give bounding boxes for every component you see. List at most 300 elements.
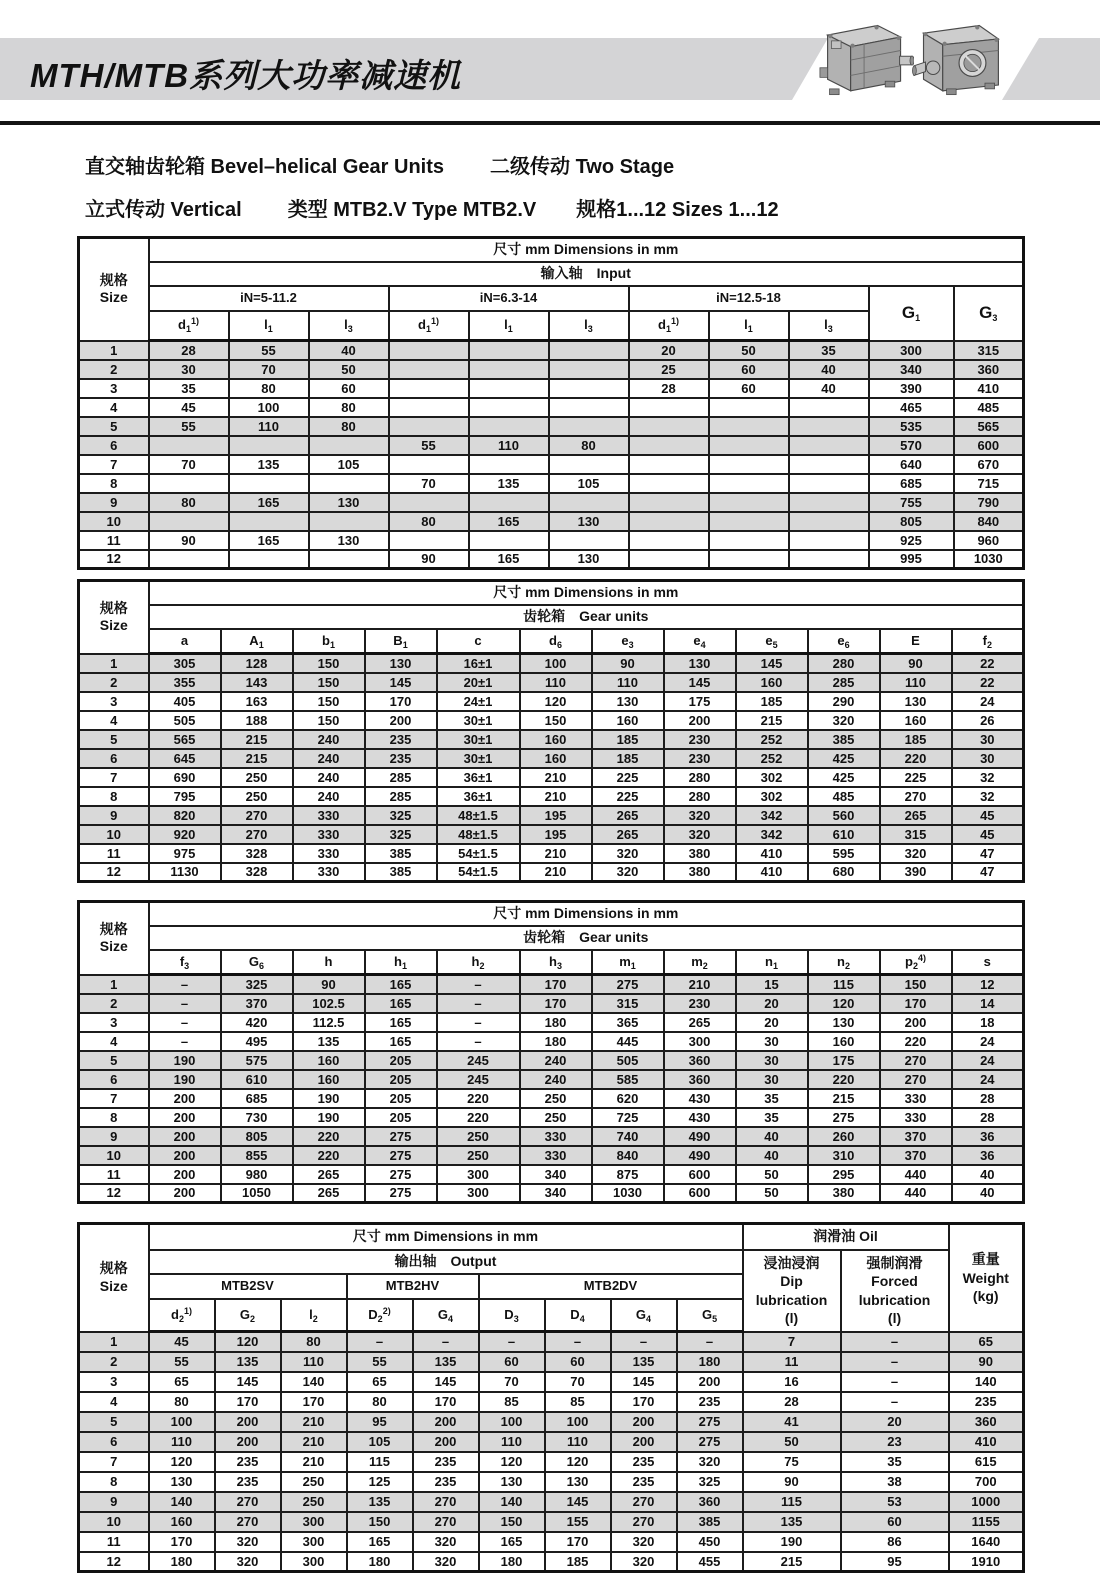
value-cell: 275 [677,1432,743,1452]
value-cell: 210 [664,975,736,994]
value-cell: – [437,975,520,994]
value-cell: 150 [293,711,365,730]
value-cell: 250 [221,787,293,806]
size-cell: 11 [79,844,149,863]
value-cell: 175 [808,1051,880,1070]
value-cell: 370 [221,994,293,1013]
value-cell [789,455,869,474]
value-cell: 600 [664,1165,736,1184]
value-cell: 685 [869,474,954,493]
column-header: h [293,950,365,975]
value-cell: 250 [221,768,293,787]
value-cell: 200 [677,1372,743,1392]
value-cell: 35 [736,1089,808,1108]
value-cell: 160 [293,1070,365,1089]
value-cell: 170 [880,994,952,1013]
value-cell: 30 [149,360,229,379]
value-cell: 60 [309,379,389,398]
table-row [79,474,1024,493]
size-cell: 1 [79,975,149,994]
value-cell: 22 [952,673,1024,692]
value-cell: 235 [677,1392,743,1412]
value-cell: 790 [954,493,1024,512]
table-row [79,1089,1024,1108]
value-cell: 840 [954,512,1024,531]
size-cell: 8 [79,474,149,493]
size-cell: 3 [79,1372,149,1392]
value-cell: 535 [869,417,954,436]
value-cell: 16 [743,1372,841,1392]
value-cell [389,417,469,436]
value-cell: 90 [592,654,664,673]
value-cell [709,474,789,493]
value-cell: 120 [545,1452,611,1472]
value-cell: 60 [545,1352,611,1372]
value-cell: 18 [952,1013,1024,1032]
column-header: $h_2$ [437,950,520,975]
value-cell: 595 [808,844,880,863]
value-cell: 600 [954,436,1024,455]
ratio-group-header: iN=5-11.2 [149,286,389,311]
value-cell [469,493,549,512]
value-cell: 330 [880,1108,952,1127]
value-cell [709,398,789,417]
value-cell: 54±1.5 [437,863,520,882]
value-cell: 53 [841,1492,949,1512]
value-cell: 610 [808,825,880,844]
value-cell: 120 [149,1452,215,1472]
value-cell: 360 [949,1412,1024,1432]
column-header: $n_1$ [736,950,808,975]
value-cell: 36±1 [437,768,520,787]
value-cell: 315 [592,994,664,1013]
value-cell: 215 [221,749,293,768]
value-cell: 90 [389,550,469,569]
value-cell: 190 [743,1532,841,1552]
value-cell: 20 [736,994,808,1013]
gear-unit-dimensions-table-2 [77,900,1025,1204]
value-cell: 315 [954,341,1024,360]
value-cell: 45 [149,398,229,417]
value-cell: 325 [365,806,437,825]
column-header: $d_1^{1)}$ [629,311,709,341]
value-cell [709,417,789,436]
value-cell: 150 [293,692,365,711]
value-cell: 112.5 [293,1013,365,1032]
value-cell: 55 [229,341,309,360]
table-row [79,806,1024,825]
table-row [79,1127,1024,1146]
value-cell: 205 [365,1051,437,1070]
value-cell: 160 [736,673,808,692]
value-cell: 320 [664,825,736,844]
value-cell: 280 [664,787,736,806]
value-cell: 670 [954,455,1024,474]
value-cell: 235 [611,1472,677,1492]
size-cell: 1 [79,341,149,360]
column-header: $l_3$ [549,311,629,341]
value-cell: 40 [789,379,869,398]
value-cell: 130 [365,654,437,673]
value-cell: 210 [520,768,592,787]
column-header: $n_2$ [808,950,880,975]
value-cell: 30 [736,1051,808,1070]
column-header: $l_2$ [281,1299,347,1332]
value-cell: 55 [347,1352,413,1372]
value-cell: 130 [149,1472,215,1492]
size-cell: 10 [79,825,149,844]
value-cell [549,360,629,379]
value-cell: 165 [365,1013,437,1032]
value-cell: 160 [149,1512,215,1532]
value-cell: 140 [149,1492,215,1512]
value-cell [229,474,309,493]
value-cell: 130 [309,531,389,550]
value-cell: 360 [664,1070,736,1089]
header-divider [0,121,1100,125]
value-cell: 360 [664,1051,736,1070]
size-cell: 2 [79,673,149,692]
value-cell: 240 [520,1070,592,1089]
value-cell: 320 [611,1552,677,1572]
value-cell: 265 [592,806,664,825]
value-cell: 115 [347,1452,413,1472]
size-cell: 9 [79,493,149,512]
value-cell: 95 [841,1552,949,1572]
size-cell: 5 [79,730,149,749]
value-cell: 24 [952,1070,1024,1089]
value-cell: 820 [149,806,221,825]
size-cell: 7 [79,768,149,787]
value-cell [309,436,389,455]
value-cell: 102.5 [293,994,365,1013]
value-cell: 190 [149,1051,221,1070]
size-cell: 4 [79,1392,149,1412]
value-cell: 135 [347,1492,413,1512]
value-cell: 265 [293,1165,365,1184]
ratio-group-header: iN=12.5-18 [629,286,869,311]
value-cell [629,531,709,550]
subtitle-line-2 [85,193,779,222]
value-cell: 105 [347,1432,413,1452]
value-cell: 250 [520,1089,592,1108]
value-cell: 570 [869,436,954,455]
value-cell: 75 [743,1452,841,1472]
value-cell: – [677,1332,743,1352]
value-cell [549,379,629,398]
value-cell: 730 [221,1108,293,1127]
value-cell: 330 [520,1146,592,1165]
value-cell: 24 [952,692,1024,711]
table-row [79,341,1024,360]
table-row [79,1472,1024,1492]
size-cell: 7 [79,1089,149,1108]
value-cell: 325 [221,975,293,994]
value-cell: 205 [365,1089,437,1108]
gear-units-header: 齿轮箱 Gear units [149,605,1024,629]
value-cell: 200 [413,1432,479,1452]
value-cell: 30±1 [437,730,520,749]
value-cell: 50 [736,1165,808,1184]
table-row [79,1184,1024,1203]
value-cell: 320 [592,863,664,882]
value-cell: – [149,975,221,994]
value-cell: 310 [808,1146,880,1165]
value-cell [789,512,869,531]
value-cell [629,550,709,569]
value-cell: 235 [215,1472,281,1492]
value-cell: 265 [592,825,664,844]
value-cell: 320 [413,1532,479,1552]
dimensions-header: 尺寸 mm Dimensions in mm [149,902,1024,926]
subtitle-gear-units: 直交轴齿轮箱 Bevel–helical Gear Units [85,156,445,178]
value-cell: 48±1.5 [437,825,520,844]
value-cell: 40 [309,341,389,360]
value-cell: 170 [215,1392,281,1412]
value-cell: 270 [880,1070,952,1089]
value-cell: 1030 [954,550,1024,569]
value-cell: 110 [880,673,952,692]
value-cell: – [545,1332,611,1352]
value-cell: 40 [736,1127,808,1146]
value-cell: 35 [841,1452,949,1472]
value-cell: 325 [677,1472,743,1492]
column-header: $m_1$ [592,950,664,975]
value-cell: 80 [549,436,629,455]
value-cell: 275 [592,975,664,994]
value-cell: 220 [437,1108,520,1127]
table-row [79,692,1024,711]
size-cell: 10 [79,512,149,531]
value-cell: – [611,1332,677,1352]
value-cell: 725 [592,1108,664,1127]
value-cell: 290 [808,692,880,711]
value-cell: 340 [520,1165,592,1184]
value-cell: 200 [664,711,736,730]
value-cell: 130 [309,493,389,512]
value-cell: 250 [281,1472,347,1492]
value-cell: 110 [479,1432,545,1452]
value-cell: 190 [149,1070,221,1089]
size-cell: 4 [79,711,149,730]
size-cell: 1 [79,1332,149,1352]
value-cell: 295 [808,1165,880,1184]
value-cell: 80 [149,1392,215,1412]
value-cell: 70 [389,474,469,493]
value-cell: 285 [808,673,880,692]
value-cell: 128 [221,654,293,673]
value-cell: 60 [479,1352,545,1372]
table-row [79,379,1024,398]
value-cell: 50 [309,360,389,379]
value-cell: 32 [952,768,1024,787]
value-cell: 1030 [592,1184,664,1203]
value-cell: 960 [954,531,1024,550]
value-cell: 210 [520,863,592,882]
value-cell: 320 [880,844,952,863]
value-cell: 150 [520,711,592,730]
value-cell: 110 [520,673,592,692]
value-cell: 110 [469,436,549,455]
output-shaft-header: 输出轴 Output [149,1250,743,1274]
value-cell: 195 [520,825,592,844]
value-cell: 145 [215,1372,281,1392]
value-cell: 220 [437,1089,520,1108]
table-row [79,1392,1024,1412]
table-row [79,787,1024,806]
value-cell: 225 [592,787,664,806]
value-cell: 320 [215,1552,281,1572]
column-header: $b_1$ [293,629,365,654]
page-title: MTH/MTB系列大功率减速机 [30,57,462,94]
size-column-header: 规格 Size [79,1224,149,1332]
value-cell: 565 [149,730,221,749]
value-cell: 28 [952,1108,1024,1127]
value-cell: 80 [389,512,469,531]
value-cell: 30±1 [437,711,520,730]
value-cell: 200 [611,1412,677,1432]
value-cell: 385 [677,1512,743,1532]
value-cell: 220 [293,1146,365,1165]
value-cell: 420 [221,1013,293,1032]
value-cell: 190 [293,1108,365,1127]
column-header: $G_2$ [215,1299,281,1332]
value-cell: 165 [365,994,437,1013]
oil-header: 润滑油 Oil [743,1224,949,1250]
value-cell [469,341,549,360]
value-cell: 200 [149,1127,221,1146]
value-cell: 645 [149,749,221,768]
value-cell: 980 [221,1165,293,1184]
value-cell: 80 [149,493,229,512]
value-cell: 65 [347,1372,413,1392]
value-cell: 140 [281,1372,347,1392]
ratio-group-header: iN=6.3-14 [389,286,629,311]
value-cell: 250 [437,1127,520,1146]
value-cell: 300 [281,1552,347,1572]
value-cell: 585 [592,1070,664,1089]
value-cell [709,512,789,531]
value-cell: 60 [709,360,789,379]
value-cell [789,398,869,417]
value-cell [549,398,629,417]
table-row [79,1532,1024,1552]
value-cell: 755 [869,493,954,512]
value-cell: 110 [592,673,664,692]
dimensions-header: 尺寸 mm Dimensions in mm [149,1224,743,1250]
value-cell: 220 [293,1127,365,1146]
size-cell: 10 [79,1146,149,1165]
value-cell: 35 [789,341,869,360]
column-header: s [952,950,1024,975]
value-cell: – [437,1013,520,1032]
table-row [79,749,1024,768]
value-cell: 28 [149,341,229,360]
value-cell: 275 [365,1165,437,1184]
value-cell: – [841,1392,949,1412]
value-cell: 28 [952,1089,1024,1108]
table-row [79,436,1024,455]
value-cell: 165 [347,1532,413,1552]
table-row [79,1146,1024,1165]
value-cell: 805 [869,512,954,531]
value-cell: 485 [954,398,1024,417]
table-row [79,455,1024,474]
value-cell: 245 [437,1070,520,1089]
value-cell: 328 [221,863,293,882]
value-cell: 14 [952,994,1024,1013]
value-cell: 840 [592,1146,664,1165]
column-header: $G_6$ [221,950,293,975]
value-cell: 55 [149,1352,215,1372]
value-cell: 200 [149,1146,221,1165]
column-header: $l_3$ [789,311,869,341]
value-cell: 230 [664,730,736,749]
value-cell: 240 [293,749,365,768]
value-cell: 925 [869,531,954,550]
column-header: $A_1$ [221,629,293,654]
value-cell: 1910 [949,1552,1024,1572]
value-cell: 275 [365,1146,437,1165]
value-cell: 130 [545,1472,611,1492]
value-cell: 250 [437,1146,520,1165]
value-cell: 100 [229,398,309,417]
value-cell: 24 [952,1032,1024,1051]
subtitle-two-stage: 二级传动 Two Stage [490,156,675,178]
value-cell: 1640 [949,1532,1024,1552]
value-cell: 90 [743,1472,841,1492]
value-cell: – [149,994,221,1013]
value-cell: 86 [841,1532,949,1552]
value-cell [789,436,869,455]
value-cell: 200 [413,1412,479,1432]
value-cell: 270 [413,1492,479,1512]
value-cell: 370 [880,1146,952,1165]
value-cell [469,417,549,436]
value-cell: 15 [736,975,808,994]
table-row [79,1032,1024,1051]
size-cell: 7 [79,455,149,474]
size-cell: 8 [79,787,149,806]
value-cell: 20 [841,1412,949,1432]
value-cell [709,550,789,569]
column-header: $G_4$ [413,1299,479,1332]
value-cell: 920 [149,825,221,844]
size-cell: 3 [79,379,149,398]
value-cell: 320 [677,1452,743,1472]
value-cell: 600 [664,1184,736,1203]
size-column-header: 规格 Size [79,581,149,654]
value-cell: 180 [520,1013,592,1032]
table-row [79,531,1024,550]
table-row [79,673,1024,692]
value-cell: 270 [221,825,293,844]
value-cell: 265 [664,1013,736,1032]
value-cell: 90 [880,654,952,673]
value-cell: 160 [293,1051,365,1070]
table-row [79,1352,1024,1372]
value-cell: 235 [215,1452,281,1472]
value-cell [549,455,629,474]
value-cell: 30 [952,730,1024,749]
value-cell: 110 [545,1432,611,1452]
value-cell: 85 [479,1392,545,1412]
value-cell: 28 [629,379,709,398]
size-cell: 2 [79,994,149,1013]
value-cell: 275 [808,1108,880,1127]
value-cell: 47 [952,863,1024,882]
value-cell: 450 [677,1532,743,1552]
